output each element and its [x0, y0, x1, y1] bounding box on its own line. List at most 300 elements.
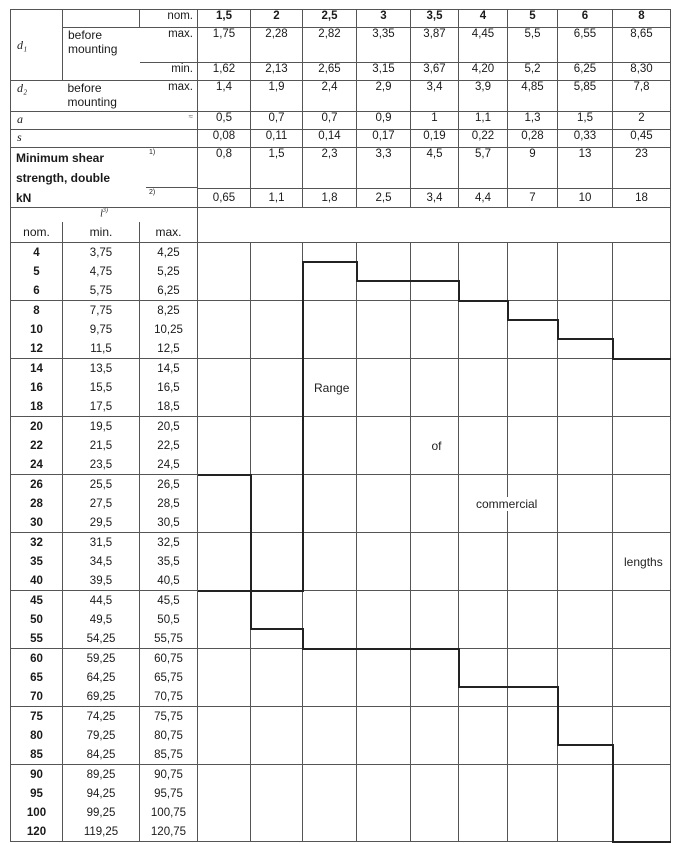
length-max: 14,5	[140, 359, 198, 379]
length-col-min: min.	[63, 222, 140, 243]
length-max: 120,75	[140, 822, 198, 842]
d1-max-2: 2,82	[303, 28, 357, 63]
length-nom: 70	[11, 687, 63, 707]
range-cell	[558, 591, 613, 649]
shear-1-value-0: 0,8	[198, 148, 251, 189]
range-cell	[198, 533, 251, 591]
range-cell	[303, 359, 357, 417]
a-value-7: 1,5	[558, 112, 613, 130]
range-cell	[613, 359, 671, 417]
length-nom: 120	[11, 822, 63, 842]
spec-table	[10, 9, 671, 842]
length-min: 4,75	[63, 262, 140, 281]
length-max: 8,25	[140, 301, 198, 321]
row-length-header	[11, 208, 671, 223]
range-cell	[411, 591, 459, 649]
range-cell	[459, 533, 508, 591]
shear-1-value-5: 5,7	[459, 148, 508, 189]
d1-max-1: 2,28	[251, 28, 303, 63]
range-label-2: commercial	[476, 496, 538, 511]
range-cell	[251, 707, 303, 765]
range-cell	[459, 649, 508, 707]
range-cell	[459, 301, 508, 359]
shear-label-line-2: strength, double	[16, 171, 110, 185]
length-nom: 22	[11, 436, 63, 455]
length-min: 34,5	[63, 552, 140, 571]
range-cell	[357, 765, 411, 842]
range-cell	[251, 533, 303, 591]
shear-2-value-0: 0,65	[198, 188, 251, 208]
d2-before-mounting-label: before mounting	[63, 81, 140, 112]
range-cell	[251, 765, 303, 842]
length-max: 65,75	[140, 668, 198, 687]
row-d2-max	[11, 81, 671, 112]
range-cell	[558, 359, 613, 417]
row-shear-2	[11, 188, 671, 208]
range-cell	[198, 765, 251, 842]
range-cell	[508, 301, 558, 359]
length-max: 6,25	[140, 281, 198, 301]
shear-2-value-7: 10	[558, 188, 613, 208]
length-nom: 40	[11, 571, 63, 591]
range-cell	[558, 533, 613, 591]
shear-label-line-1: Minimum shear	[16, 151, 105, 165]
range-cell	[357, 301, 411, 359]
range-cell	[357, 359, 411, 417]
row-d1-max	[11, 28, 671, 63]
range-cell	[613, 417, 671, 475]
range-cell	[459, 591, 508, 649]
range-cell	[357, 243, 411, 301]
d1-min-7: 6,25	[558, 63, 613, 81]
range-cell	[558, 243, 613, 301]
shear-label-cell	[11, 148, 198, 189]
range-cell	[508, 649, 558, 707]
d1-blank-cell	[63, 10, 140, 28]
length-min: 13,5	[63, 359, 140, 379]
shear-1-value-4: 4,5	[411, 148, 459, 189]
length-min: 94,25	[63, 784, 140, 803]
d1-min-4: 3,67	[411, 63, 459, 81]
length-max: 60,75	[140, 649, 198, 669]
a-value-1: 0,7	[251, 112, 303, 130]
range-cell	[508, 359, 558, 417]
range-cell	[508, 533, 558, 591]
length-nom: 50	[11, 610, 63, 629]
nominal-size-0: 1,5	[198, 10, 251, 28]
length-max: 32,5	[140, 533, 198, 553]
length-row	[11, 533, 671, 553]
range-cell	[198, 417, 251, 475]
before-mounting-label: before mounting	[63, 28, 140, 81]
a-symbol: a	[11, 112, 63, 130]
length-min: 99,25	[63, 803, 140, 822]
d2-max-8: 7,8	[613, 81, 671, 112]
length-nom: 4	[11, 243, 63, 263]
length-max: 35,5	[140, 552, 198, 571]
shear-2-value-5: 4,4	[459, 188, 508, 208]
length-min: 119,25	[63, 822, 140, 842]
a-value-8: 2	[613, 112, 671, 130]
d2-max-2: 2,4	[303, 81, 357, 112]
pin-dimension-table	[10, 9, 670, 842]
s-value-3: 0,17	[357, 130, 411, 148]
row-shear-1	[11, 148, 671, 189]
length-max: 28,5	[140, 494, 198, 513]
range-cell	[198, 591, 251, 649]
length-min: 17,5	[63, 397, 140, 417]
nominal-size-2: 2,5	[303, 10, 357, 28]
shear-unit-cell	[11, 188, 198, 208]
shear-2-value-2: 1,8	[303, 188, 357, 208]
range-cell	[357, 707, 411, 765]
range-cell	[411, 359, 459, 417]
length-min: 49,5	[63, 610, 140, 629]
length-nom: 32	[11, 533, 63, 553]
range-cell	[303, 591, 357, 649]
length-nom: 65	[11, 668, 63, 687]
length-nom: 90	[11, 765, 63, 785]
length-min: 44,5	[63, 591, 140, 611]
length-row	[11, 707, 671, 727]
length-nom: 12	[11, 339, 63, 359]
shear-1-value-6: 9	[508, 148, 558, 189]
length-row	[11, 591, 671, 611]
a-value-4: 1	[411, 112, 459, 130]
length-min: 5,75	[63, 281, 140, 301]
d1-max-4: 3,87	[411, 28, 459, 63]
length-nom: 8	[11, 301, 63, 321]
range-cell	[357, 649, 411, 707]
length-max: 50,5	[140, 610, 198, 629]
nominal-size-5: 4	[459, 10, 508, 28]
length-row	[11, 649, 671, 669]
length-max: 18,5	[140, 397, 198, 417]
footnote-1: 1)	[149, 149, 156, 156]
length-min: 7,75	[63, 301, 140, 321]
length-min: 3,75	[63, 243, 140, 263]
range-cell	[411, 649, 459, 707]
range-cell	[459, 707, 508, 765]
range-cell	[558, 301, 613, 359]
range-cell	[411, 765, 459, 842]
range-cell	[198, 243, 251, 301]
range-cell	[613, 591, 671, 649]
length-nom: 85	[11, 745, 63, 765]
shear-1-value-7: 13	[558, 148, 613, 189]
length-max: 22,5	[140, 436, 198, 455]
length-min: 54,25	[63, 629, 140, 649]
d1-min-3: 3,15	[357, 63, 411, 81]
d1-max-8: 8,65	[613, 28, 671, 63]
d1-symbol: d₁	[17, 37, 28, 52]
length-min: 59,25	[63, 649, 140, 669]
range-cell	[198, 649, 251, 707]
length-max: 80,75	[140, 726, 198, 745]
d2-max-4: 3,4	[411, 81, 459, 112]
d1-min-0: 1,62	[198, 63, 251, 81]
length-min: 31,5	[63, 533, 140, 553]
range-cell	[508, 475, 558, 533]
length-nom: 5	[11, 262, 63, 281]
d1-min-2: 2,65	[303, 63, 357, 81]
shear-2-value-8: 18	[613, 188, 671, 208]
length-min: 25,5	[63, 475, 140, 495]
length-min: 69,25	[63, 687, 140, 707]
shear-2-value-4: 3,4	[411, 188, 459, 208]
l-symbol-cell	[11, 208, 198, 223]
length-nom: 28	[11, 494, 63, 513]
length-col-nom: nom.	[11, 222, 63, 243]
length-nom: 26	[11, 475, 63, 495]
length-min: 19,5	[63, 417, 140, 437]
length-row	[11, 243, 671, 263]
length-max: 75,75	[140, 707, 198, 727]
range-cell	[558, 707, 613, 765]
length-min: 27,5	[63, 494, 140, 513]
length-max: 10,25	[140, 320, 198, 339]
length-nom: 75	[11, 707, 63, 727]
length-min: 23,5	[63, 455, 140, 475]
length-max: 45,5	[140, 591, 198, 611]
range-cell	[303, 243, 357, 301]
range-cell	[459, 475, 508, 533]
length-header-blank	[198, 208, 671, 243]
range-cell	[303, 417, 357, 475]
range-cell	[459, 417, 508, 475]
range-label-0: Range	[314, 380, 350, 395]
d2-symbol: d₂	[11, 81, 63, 112]
range-cell	[303, 765, 357, 842]
s-value-2: 0,14	[303, 130, 357, 148]
length-nom: 18	[11, 397, 63, 417]
d2-max-6: 4,85	[508, 81, 558, 112]
length-nom: 16	[11, 378, 63, 397]
range-cell	[613, 707, 671, 765]
d1-max-5: 4,45	[459, 28, 508, 63]
a-value-0: 0,5	[198, 112, 251, 130]
length-row	[11, 359, 671, 379]
length-nom: 10	[11, 320, 63, 339]
length-max: 30,5	[140, 513, 198, 533]
range-cell	[198, 359, 251, 417]
range-cell	[198, 707, 251, 765]
range-cell	[357, 533, 411, 591]
footnote-3: 3)	[102, 208, 108, 214]
d1-max-3: 3,35	[357, 28, 411, 63]
length-max: 4,25	[140, 243, 198, 263]
shear-1-value-8: 23	[613, 148, 671, 189]
range-cell	[357, 475, 411, 533]
d2-max-5: 3,9	[459, 81, 508, 112]
range-cell	[251, 243, 303, 301]
s-value-0: 0,08	[198, 130, 251, 148]
range-cell	[613, 649, 671, 707]
range-cell	[411, 533, 459, 591]
length-min: 39,5	[63, 571, 140, 591]
range-cell	[251, 649, 303, 707]
shear-1-value-3: 3,3	[357, 148, 411, 189]
length-min: 79,25	[63, 726, 140, 745]
row-nominal	[11, 10, 671, 28]
length-row	[11, 475, 671, 495]
length-max: 55,75	[140, 629, 198, 649]
d1-max-6: 5,5	[508, 28, 558, 63]
length-min: 15,5	[63, 378, 140, 397]
d1-max-7: 6,55	[558, 28, 613, 63]
length-max: 20,5	[140, 417, 198, 437]
s-value-4: 0,19	[411, 130, 459, 148]
length-row	[11, 301, 671, 321]
footnote-2: 2)	[149, 189, 156, 196]
range-cell	[303, 301, 357, 359]
length-nom: 30	[11, 513, 63, 533]
range-cell	[411, 301, 459, 359]
shear-unit-label: kN	[16, 190, 32, 205]
length-nom: 6	[11, 281, 63, 301]
length-min: 89,25	[63, 765, 140, 785]
length-max: 24,5	[140, 455, 198, 475]
d1-label-cell	[11, 10, 63, 81]
length-max: 85,75	[140, 745, 198, 765]
s-symbol: s	[11, 130, 198, 148]
length-max: 95,75	[140, 784, 198, 803]
length-nom: 20	[11, 417, 63, 437]
a-approx-note: ≈	[140, 112, 198, 130]
range-cell	[459, 243, 508, 301]
range-cell	[508, 417, 558, 475]
shear-1-value-2: 2,3	[303, 148, 357, 189]
range-label-3: lengths	[624, 554, 663, 569]
row-s	[11, 130, 671, 148]
shear-2-value-1: 1,1	[251, 188, 303, 208]
nom-label: nom.	[140, 10, 198, 28]
d2-max-1: 1,9	[251, 81, 303, 112]
length-min: 64,25	[63, 668, 140, 687]
s-value-8: 0,45	[613, 130, 671, 148]
d1-max-0: 1,75	[198, 28, 251, 63]
range-cell	[558, 475, 613, 533]
s-value-5: 0,22	[459, 130, 508, 148]
d1-min-8: 8,30	[613, 63, 671, 81]
length-col-max: max.	[140, 222, 198, 243]
length-min: 84,25	[63, 745, 140, 765]
length-nom: 45	[11, 591, 63, 611]
range-cell	[251, 417, 303, 475]
range-label-1: of	[431, 438, 442, 453]
range-cell	[508, 765, 558, 842]
a-value-5: 1,1	[459, 112, 508, 130]
range-cell	[508, 591, 558, 649]
range-cell	[459, 359, 508, 417]
range-cell	[303, 707, 357, 765]
range-cell	[613, 243, 671, 301]
nominal-size-3: 3	[357, 10, 411, 28]
nominal-size-8: 8	[613, 10, 671, 28]
range-cell	[613, 533, 671, 591]
range-cell	[251, 359, 303, 417]
s-value-6: 0,28	[508, 130, 558, 148]
s-value-1: 0,11	[251, 130, 303, 148]
d2-max-label: max.	[140, 81, 198, 112]
length-max: 16,5	[140, 378, 198, 397]
range-cell	[459, 765, 508, 842]
d2-max-0: 1,4	[198, 81, 251, 112]
d2-max-3: 2,9	[357, 81, 411, 112]
nominal-size-6: 5	[508, 10, 558, 28]
d1-min-6: 5,2	[508, 63, 558, 81]
nominal-size-1: 2	[251, 10, 303, 28]
range-cell	[411, 243, 459, 301]
length-max: 90,75	[140, 765, 198, 785]
l-symbol: l	[100, 208, 103, 220]
range-cell	[251, 475, 303, 533]
d1-min-1: 2,13	[251, 63, 303, 81]
shear-2-value-6: 7	[508, 188, 558, 208]
range-cell	[558, 649, 613, 707]
length-min: 11,5	[63, 339, 140, 359]
d1-min-5: 4,20	[459, 63, 508, 81]
length-row	[11, 765, 671, 785]
length-nom: 95	[11, 784, 63, 803]
range-cell	[613, 765, 671, 842]
length-max: 70,75	[140, 687, 198, 707]
a-value-2: 0,7	[303, 112, 357, 130]
nominal-size-7: 6	[558, 10, 613, 28]
range-cell	[613, 475, 671, 533]
min-label: min.	[140, 63, 198, 81]
length-nom: 24	[11, 455, 63, 475]
length-max: 100,75	[140, 803, 198, 822]
a-value-6: 1,3	[508, 112, 558, 130]
range-cell	[411, 417, 459, 475]
a-value-3: 0,9	[357, 112, 411, 130]
range-cell	[558, 417, 613, 475]
length-max: 40,5	[140, 571, 198, 591]
range-cell	[303, 649, 357, 707]
range-cell	[251, 301, 303, 359]
a-blank	[63, 112, 140, 130]
nominal-size-4: 3,5	[411, 10, 459, 28]
max-label: max.	[140, 28, 198, 63]
length-nom: 60	[11, 649, 63, 669]
row-a	[11, 112, 671, 130]
range-cell	[198, 301, 251, 359]
length-max: 5,25	[140, 262, 198, 281]
range-cell	[508, 243, 558, 301]
range-cell	[303, 475, 357, 533]
shear-2-value-3: 2,5	[357, 188, 411, 208]
shear-1-value-1: 1,5	[251, 148, 303, 189]
length-nom: 35	[11, 552, 63, 571]
range-cell	[411, 707, 459, 765]
range-cell	[357, 417, 411, 475]
range-cell	[613, 301, 671, 359]
range-cell	[411, 475, 459, 533]
range-cell	[198, 475, 251, 533]
s-value-7: 0,33	[558, 130, 613, 148]
length-max: 26,5	[140, 475, 198, 495]
range-cell	[251, 591, 303, 649]
length-nom: 55	[11, 629, 63, 649]
d2-max-7: 5,85	[558, 81, 613, 112]
length-min: 21,5	[63, 436, 140, 455]
length-min: 9,75	[63, 320, 140, 339]
length-max: 12,5	[140, 339, 198, 359]
range-cell	[303, 533, 357, 591]
range-cell	[558, 765, 613, 842]
length-nom: 80	[11, 726, 63, 745]
